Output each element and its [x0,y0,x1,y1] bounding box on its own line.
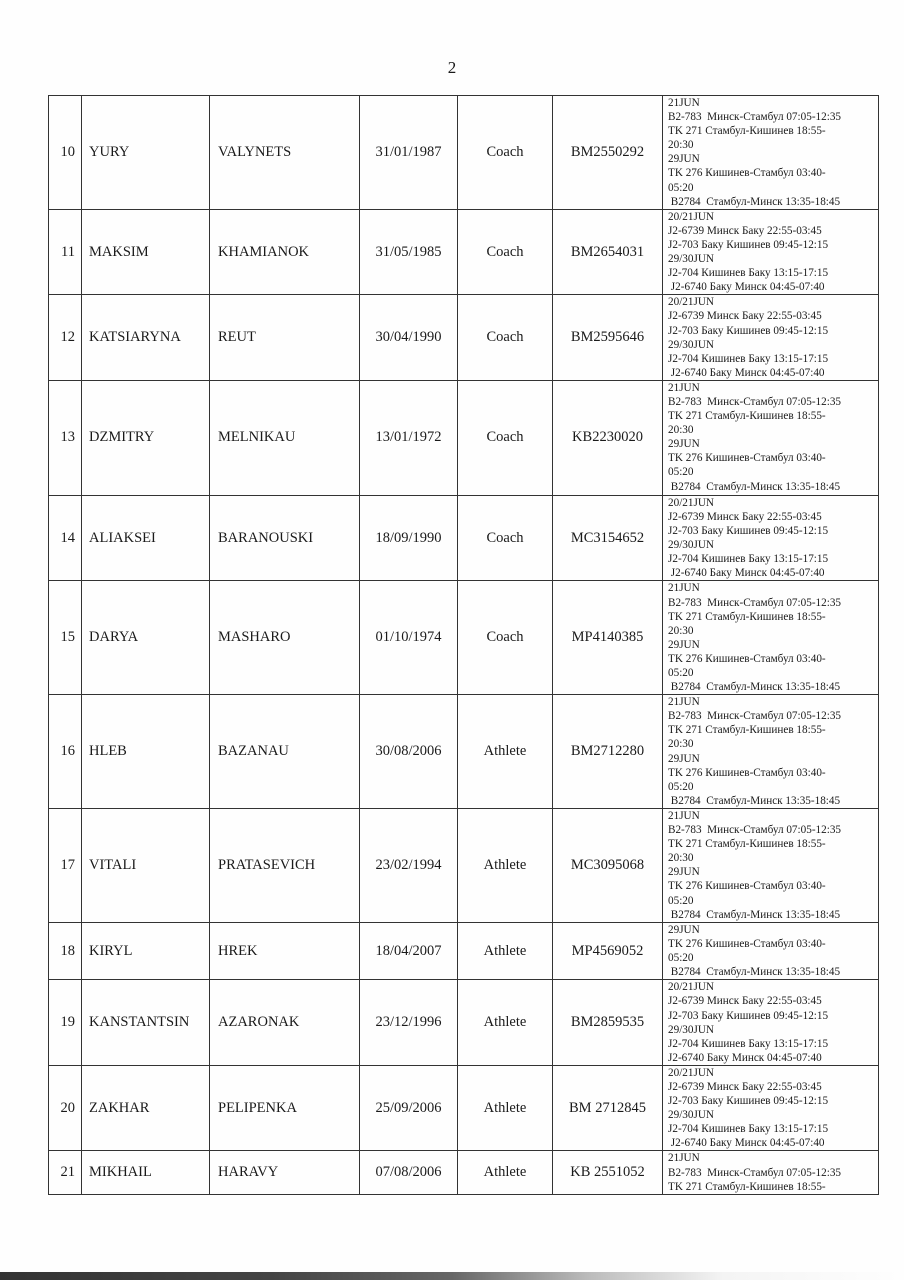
flight-line: TK 276 Кишинев-Стамбул 03:40- [668,938,826,951]
flight-itinerary [663,380,879,495]
passport-number: MP4569052 [553,922,663,979]
role: Coach [458,495,553,581]
first-name: KATSIARYNA [82,295,210,381]
table-row [49,581,879,695]
last-name: MASHARO [210,581,360,695]
flight-line: 05:20 [668,181,694,194]
row-number: 12 [49,295,82,381]
role: Athlete [458,1151,553,1194]
first-name: KIRYL [82,922,210,979]
flight-line: J2-703 Баку Кишинев 09:45-12:15 [668,238,829,251]
last-name: MELNIKAU [210,380,360,495]
flight-line: J2-6740 Баку Минск 04:45-07:40 [668,1137,825,1150]
passport-number: BM2859535 [553,980,663,1066]
passport-number: BM2654031 [553,209,663,295]
date-of-birth: 31/05/1985 [360,209,458,295]
flight-line: TK 271 Стамбул-Кишинев 18:55- [668,838,826,851]
flight-line: TK 271 Стамбул-Кишинев 18:55- [668,125,826,138]
flight-line: J2-703 Баку Кишинев 09:45-12:15 [668,525,829,538]
row-number: 13 [49,380,82,495]
date-of-birth: 25/09/2006 [360,1065,458,1151]
role: Coach [458,96,553,210]
row-number: 14 [49,495,82,581]
passport-number: MP4140385 [553,581,663,695]
flight-line: B2-783 Минск-Стамбул 07:05-12:35 [668,395,842,408]
flight-line: 29JUN [668,638,700,651]
flight-line: 05:20 [668,466,694,479]
flight-line: 29JUN [668,923,700,936]
flight-line: 20:30 [668,852,694,865]
flight-line: J2-704 Кишинев Баку 13:15-17:15 [668,267,829,280]
first-name: DZMITRY [82,380,210,495]
flight-line: 21JUN [668,809,700,822]
flight-itinerary [663,922,879,979]
passport-number: BM2595646 [553,295,663,381]
flight-line: J2-6740 Баку Минск 04:45-07:40 [668,1051,822,1064]
row-number: 21 [49,1151,82,1194]
flight-line: 29JUN [668,153,700,166]
flight-line: 05:20 [668,780,694,793]
flight-line: B2784 Стамбул-Минск 13:35-18:45 [668,794,841,807]
row-number: 19 [49,980,82,1066]
flight-line: TK 271 Стамбул-Кишинев 18:55- [668,724,826,737]
last-name: VALYNETS [210,96,360,210]
flight-line: 20:30 [668,738,694,751]
table-row [49,1065,879,1151]
flight-itinerary [663,1151,879,1194]
flight-line: 29JUN [668,866,700,879]
flight-line: J2-6739 Минск Баку 22:55-03:45 [668,1080,822,1093]
flight-line: J2-704 Кишинев Баку 13:15-17:15 [668,1037,829,1050]
flight-line: 20/21JUN [668,296,714,309]
passport-number: BM2712280 [553,695,663,809]
flight-line: TK 271 Стамбул-Кишинев 18:55- [668,1180,826,1193]
role: Athlete [458,808,553,922]
flight-line: 21JUN [668,97,700,109]
first-name: DARYA [82,581,210,695]
flight-line: TK 276 Кишинев-Стамбул 03:40- [668,167,826,180]
table-row [49,695,879,809]
flight-line: B2784 Стамбул-Минск 13:35-18:45 [668,195,841,208]
last-name: HARAVY [210,1151,360,1194]
flight-line: TK 271 Стамбул-Кишинев 18:55- [668,610,826,623]
flight-line: J2-6739 Минск Баку 22:55-03:45 [668,310,822,323]
flight-line: TK 271 Стамбул-Кишинев 18:55- [668,410,826,423]
flight-line: 05:20 [668,667,694,679]
flight-line: TK 276 Кишинев-Стамбул 03:40- [668,652,826,665]
flight-line: TK 276 Кишинев-Стамбул 03:40- [668,880,826,893]
flight-itinerary [663,808,879,922]
row-number: 10 [49,96,82,210]
table-row [49,1151,879,1194]
flight-itinerary [663,581,879,695]
flight-itinerary [663,980,879,1066]
first-name: MIKHAIL [82,1151,210,1194]
flight-line: J2-703 Баку Кишинев 09:45-12:15 [668,1095,829,1108]
flight-line: J2-6740 Баку Минск 04:45-07:40 [668,366,825,379]
flight-line: 29/30JUN [668,338,714,351]
first-name: HLEB [82,695,210,809]
flight-line: J2-704 Кишинев Баку 13:15-17:15 [668,352,829,365]
flight-line: 05:20 [668,894,694,907]
date-of-birth: 31/01/1987 [360,96,458,210]
flight-line: 29/30JUN [668,539,714,552]
flight-line: 21JUN [668,582,700,595]
passport-number: BM2550292 [553,96,663,210]
row-number: 20 [49,1065,82,1151]
flight-line: B2-783 Минск-Стамбул 07:05-12:35 [668,1166,842,1179]
flight-line: 20:30 [668,139,694,152]
flight-line: 21JUN [668,1152,700,1165]
flight-line: B2-783 Минск-Стамбул 07:05-12:35 [668,824,842,837]
flight-itinerary [663,695,879,809]
table-row [49,295,879,381]
first-name: VITALI [82,808,210,922]
flight-itinerary [663,295,879,381]
flight-line: 21JUN [668,381,700,394]
flight-itinerary [663,209,879,295]
flight-line: 29/30JUN [668,1023,714,1036]
table-row [49,980,879,1066]
last-name: BAZANAU [210,695,360,809]
flight-line: 20/21JUN [668,210,714,223]
flight-line: J2-703 Баку Кишинев 09:45-12:15 [668,324,829,337]
flight-line: 20:30 [668,624,694,637]
passport-number: KB 2551052 [553,1151,663,1194]
row-number: 11 [49,209,82,295]
page-number: 2 [447,58,457,77]
first-name: YURY [82,96,210,210]
flight-line: J2-703 Баку Кишинев 09:45-12:15 [668,1009,829,1022]
flight-line: 29/30JUN [668,253,714,266]
date-of-birth: 30/04/1990 [360,295,458,381]
table-row [49,380,879,495]
flight-line: J2-6740 Баку Минск 04:45-07:40 [668,567,825,580]
passport-number: MC3095068 [553,808,663,922]
date-of-birth: 23/12/1996 [360,980,458,1066]
flight-line: B2784 Стамбул-Минск 13:35-18:45 [668,966,841,979]
last-name: BARANOUSKI [210,495,360,581]
role: Coach [458,380,553,495]
role: Athlete [458,922,553,979]
flight-line: B2-783 Минск-Стамбул 07:05-12:35 [668,111,842,124]
flight-itinerary [663,495,879,581]
role: Athlete [458,980,553,1066]
flight-line: B2-783 Минск-Стамбул 07:05-12:35 [668,710,842,723]
flight-line: 29JUN [668,752,700,765]
role: Coach [458,209,553,295]
flight-itinerary [663,96,879,210]
flight-line: 29/30JUN [668,1109,714,1122]
date-of-birth: 13/01/1972 [360,380,458,495]
flight-line: B2784 Стамбул-Минск 13:35-18:45 [668,681,841,694]
first-name: ZAKHAR [82,1065,210,1151]
flight-line: 20:30 [668,424,694,437]
flight-line: TK 276 Кишинев-Стамбул 03:40- [668,766,826,779]
passport-number: BM 2712845 [553,1065,663,1151]
role: Coach [458,295,553,381]
flight-line: J2-6740 Баку Минск 04:45-07:40 [668,281,825,294]
flight-line: J2-6739 Минск Баку 22:55-03:45 [668,510,822,523]
date-of-birth: 18/09/1990 [360,495,458,581]
table-row [49,209,879,295]
date-of-birth: 30/08/2006 [360,695,458,809]
row-number: 17 [49,808,82,922]
first-name: MAKSIM [82,209,210,295]
role: Coach [458,581,553,695]
flight-line: 20/21JUN [668,981,714,994]
flight-line: 21JUN [668,696,700,709]
last-name: AZARONAK [210,980,360,1066]
row-number: 18 [49,922,82,979]
date-of-birth: 01/10/1974 [360,581,458,695]
flight-line: J2-704 Кишинев Баку 13:15-17:15 [668,1123,829,1136]
flight-line: 05:20 [668,952,694,965]
last-name: PRATASEVICH [210,808,360,922]
flight-line: 20/21JUN [668,1066,714,1079]
scan-edge-shadow [0,1272,904,1280]
flight-line: TK 276 Кишинев-Стамбул 03:40- [668,452,826,465]
flight-line: B2784 Стамбул-Минск 13:35-18:45 [668,908,841,921]
role: Athlete [458,695,553,809]
table-row [49,495,879,581]
delegation-table [48,95,879,1195]
date-of-birth: 07/08/2006 [360,1151,458,1194]
last-name: REUT [210,295,360,381]
passport-number: MC3154652 [553,495,663,581]
flight-line: J2-704 Кишинев Баку 13:15-17:15 [668,553,829,566]
flight-line: 20/21JUN [668,496,714,509]
table-row [49,96,879,210]
flight-line: J2-6739 Минск Баку 22:55-03:45 [668,995,822,1008]
last-name: PELIPENKA [210,1065,360,1151]
row-number: 15 [49,581,82,695]
date-of-birth: 18/04/2007 [360,922,458,979]
table-row [49,922,879,979]
first-name: KANSTANTSIN [82,980,210,1066]
last-name: KHAMIANOK [210,209,360,295]
first-name: ALIAKSEI [82,495,210,581]
last-name: HREK [210,922,360,979]
row-number: 16 [49,695,82,809]
flight-line: J2-6739 Минск Баку 22:55-03:45 [668,224,822,237]
flight-itinerary [663,1065,879,1151]
date-of-birth: 23/02/1994 [360,808,458,922]
flight-line: B2-783 Минск-Стамбул 07:05-12:35 [668,596,842,609]
table-row [49,808,879,922]
flight-line: 29JUN [668,438,700,451]
role: Athlete [458,1065,553,1151]
passport-number: KB2230020 [553,380,663,495]
flight-line: B2784 Стамбул-Минск 13:35-18:45 [668,480,841,493]
